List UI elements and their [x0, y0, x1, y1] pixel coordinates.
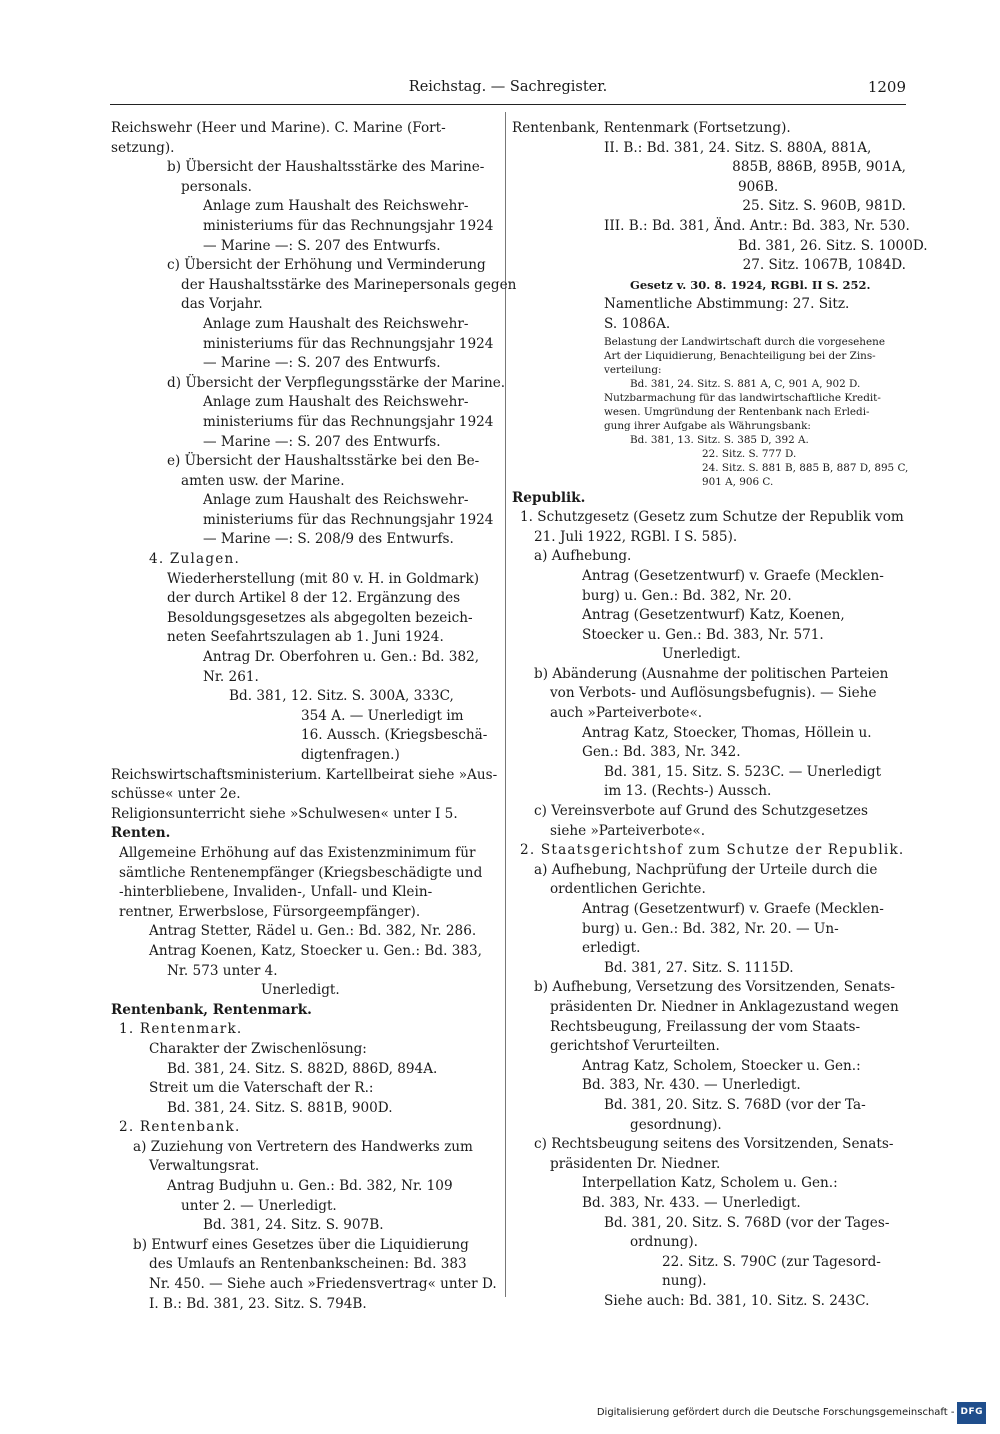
- text-line: Bd. 381, 20. Sitz. S. 768D (vor der Tages-: [604, 1214, 890, 1231]
- text-line: Antrag Stetter, Rädel u. Gen.: Bd. 382, Nr. 286.: [149, 923, 477, 940]
- text-line: a) Zuziehung von Vertretern des Handwerks zum: [133, 1138, 473, 1155]
- dfg-logo: DFG: [957, 1402, 986, 1424]
- text-line: Nr. 450. — Siehe auch »Friedensvertrag« unter D.: [149, 1276, 497, 1293]
- text-line: Bd. 381, 12. Sitz. S. 300A, 333C,: [229, 688, 454, 705]
- text-line: a) Aufhebung, Nachprüfung der Urteile durch die: [534, 861, 878, 878]
- text-line: — Marine —: S. 207 des Entwurfs.: [203, 237, 441, 254]
- text-line: ordnung).: [630, 1234, 698, 1251]
- text-line: das Vorjahr.: [181, 296, 263, 313]
- text-line: Antrag (Gesetzentwurf) Katz, Koenen,: [582, 607, 845, 624]
- text-line: Antrag Koenen, Katz, Stoecker u. Gen.: Bd. 383,: [149, 942, 483, 959]
- text-line: 1. Rentenmark.: [119, 1021, 243, 1038]
- text-line: III. B.: Bd. 381, Änd. Antr.: Bd. 383, Nr. 530.: [604, 217, 910, 234]
- right-column: [512, 119, 928, 1311]
- text-line: setzung).: [111, 139, 175, 156]
- text-line: der durch Artikel 8 der 12. Ergänzung des: [167, 590, 461, 607]
- text-line: d) Übersicht der Verpflegungsstärke der Marine.: [167, 374, 506, 391]
- text-line: Antrag (Gesetzentwurf) v. Graefe (Mecklen-: [582, 567, 884, 584]
- text-line: Art der Liquidierung, Benachteiligung bei der Zins-: [604, 349, 876, 362]
- text-line: nung).: [662, 1273, 707, 1290]
- text-line: präsidenten Dr. Niedner.: [550, 1155, 721, 1172]
- text-line: Nutzbarmachung für das landwirtschaftliche Kredit-: [604, 391, 881, 404]
- text-line: c) Übersicht der Erhöhung und Verminderung: [167, 257, 486, 274]
- text-line: Verwaltungsrat.: [149, 1158, 260, 1175]
- text-line: Anlage zum Haushalt des Reichswehr-: [203, 394, 469, 411]
- text-line: Rechtsbeugung, Freilassung der vom Staats-: [550, 1018, 861, 1035]
- text-line: Besoldungsgesetzes als abgegolten bezeich-: [167, 609, 473, 626]
- text-line: Religionsunterricht siehe »Schulwesen« unter I 5.: [111, 805, 458, 822]
- text-line: Rentenbank, Rentenmark.: [111, 1001, 312, 1018]
- text-line: II. B.: Bd. 381, 24. Sitz. S. 880A, 881A,: [604, 139, 872, 156]
- text-line: des Umlaufs an Rentenbankscheinen: Bd. 383: [149, 1256, 467, 1273]
- text-line: Bd. 381, 20. Sitz. S. 768D (vor der Ta-: [604, 1096, 866, 1113]
- text-line: b) Entwurf eines Gesetzes über die Liquidierung: [133, 1236, 469, 1253]
- page-header: [110, 78, 906, 100]
- text-line: Bd. 381, 15. Sitz. S. 523C. — Unerledigt: [604, 763, 882, 780]
- text-line: wesen. Umgründung der Rentenbank nach Erledi-: [604, 405, 870, 418]
- text-line: — Marine —: S. 207 des Entwurfs.: [203, 433, 441, 450]
- text-line: Anlage zum Haushalt des Reichswehr-: [203, 315, 469, 332]
- text-line: ministeriums für das Rechnungsjahr 1924: [203, 413, 494, 430]
- text-line: a) Aufhebung.: [534, 548, 632, 565]
- text-line: sämtliche Rentenempfänger (Kriegsbeschädigte und: [119, 864, 483, 881]
- text-line: Republik.: [512, 489, 586, 506]
- text-line: gerichtshof Verurteilten.: [550, 1038, 720, 1055]
- text-line: Anlage zum Haushalt des Reichswehr-: [203, 198, 469, 215]
- page-number: 1209: [867, 78, 906, 96]
- text-line: 901 A, 906 C.: [702, 475, 774, 488]
- text-line: Wiederherstellung (mit 80 v. H. in Goldmark): [167, 570, 480, 587]
- text-line: Bd. 381, 27. Sitz. S. 1115D.: [604, 959, 794, 976]
- text-line: burg) u. Gen.: Bd. 382, Nr. 20.: [582, 587, 792, 604]
- text-line: 1. Schutzgesetz (Gesetz zum Schutze der Republik vom: [520, 509, 904, 526]
- text-line: — Marine —: S. 208/9 des Entwurfs.: [203, 531, 454, 548]
- text-line: gung ihrer Aufgabe als Währungsbank:: [604, 419, 811, 432]
- text-line: Bd. 383, Nr. 433. — Unerledigt.: [582, 1194, 801, 1211]
- text-line: Anlage zum Haushalt des Reichswehr-: [203, 492, 469, 509]
- text-line: Antrag Katz, Stoecker, Thomas, Höllein u.: [582, 724, 872, 741]
- text-line: Interpellation Katz, Scholem u. Gen.:: [582, 1175, 838, 1192]
- text-line: amten usw. der Marine.: [181, 472, 345, 489]
- text-line: Gen.: Bd. 383, Nr. 342.: [582, 744, 741, 761]
- text-line: digtenfragen.): [301, 747, 400, 763]
- text-line: 16. Aussch. (Kriegsbeschä-: [301, 727, 488, 744]
- text-line: 22. Sitz. S. 777 D.: [702, 447, 797, 460]
- text-line: -hinterbliebene, Invaliden-, Unfall- und Klein-: [119, 884, 433, 901]
- text-line: Renten.: [111, 825, 171, 842]
- text-line: 21. Juli 1922, RGBl. I S. 585).: [534, 528, 738, 545]
- text-line: Bd. 381, 24. Sitz. S. 881B, 900D.: [167, 1099, 393, 1116]
- text-line: Nr. 573 unter 4.: [167, 962, 278, 979]
- text-line: b) Übersicht der Haushaltsstärke des Marine-: [167, 159, 485, 176]
- text-line: 22. Sitz. S. 790C (zur Tagesord-: [662, 1253, 881, 1270]
- text-line: Gesetz v. 30. 8. 1924, RGBl. II S. 252.: [630, 277, 871, 292]
- header-rule: [110, 104, 906, 105]
- left-column: [111, 119, 517, 1314]
- text-line: ministeriums für das Rechnungsjahr 1924: [203, 217, 494, 234]
- text-line: Belastung der Landwirtschaft durch die vorgesehene: [604, 335, 885, 348]
- text-line: im 13. (Rechts-) Aussch.: [604, 783, 772, 800]
- text-line: ministeriums für das Rechnungsjahr 1924: [203, 511, 494, 528]
- text-line: 27. Sitz. 1067B, 1084D.: [742, 257, 906, 274]
- text-line: schüsse« unter 2e.: [111, 786, 241, 803]
- footer-text: Digitalisierung gefördert durch die Deutsche Forschungsgemeinschaft -: [596, 1407, 955, 1419]
- text-line: Antrag Budjuhn u. Gen.: Bd. 382, Nr. 109: [167, 1178, 453, 1195]
- text-line: der Haushaltsstärke des Marinepersonals gegen: [181, 276, 517, 293]
- text-line: Reichswehr (Heer und Marine). C. Marine (Fort-: [111, 120, 446, 136]
- text-line: auch »Parteiverbote«.: [550, 705, 703, 722]
- text-line: 354 A. — Unerledigt im: [301, 707, 464, 724]
- text-line: Antrag Katz, Scholem, Stoecker u. Gen.:: [582, 1057, 861, 1074]
- text-line: 25. Sitz. S. 960B, 981D.: [742, 198, 906, 215]
- text-line: e) Übersicht der Haushaltsstärke bei den Be-: [167, 453, 480, 470]
- text-line: 906B.: [738, 178, 779, 195]
- text-line: rentner, Erwerbslose, Fürsorgeempfänger).: [119, 903, 421, 920]
- text-line: neten Seefahrtszulagen ab 1. Juni 1924.: [167, 629, 444, 646]
- text-line: siehe »Parteiverbote«.: [550, 822, 706, 839]
- text-line: Reichswirtschaftsministerium. Kartellbeirat siehe »Aus-: [111, 766, 498, 783]
- text-line: Charakter der Zwischenlösung:: [149, 1040, 367, 1057]
- text-line: c) Vereinsverbote auf Grund des Schutzgesetzes: [534, 803, 869, 820]
- text-line: personals.: [181, 178, 252, 195]
- text-line: Antrag Dr. Oberfohren u. Gen.: Bd. 382,: [203, 649, 480, 666]
- text-line: Streit um die Vaterschaft der R.:: [149, 1080, 374, 1097]
- text-line: unter 2. — Unerledigt.: [181, 1197, 337, 1214]
- text-line: gesordnung).: [630, 1116, 722, 1133]
- text-line: Bd. 381, 24. Sitz. S. 907B.: [203, 1217, 384, 1234]
- text-line: burg) u. Gen.: Bd. 382, Nr. 20. — Un-: [582, 920, 839, 937]
- text-line: I. B.: Bd. 381, 23. Sitz. S. 794B.: [149, 1295, 367, 1312]
- text-line: Siehe auch: Bd. 381, 10. Sitz. S. 243C.: [604, 1292, 870, 1309]
- footer-credit: [597, 1402, 986, 1424]
- text-line: Antrag (Gesetzentwurf) v. Graefe (Mecklen-: [582, 901, 884, 917]
- text-line: 4. Zulagen.: [149, 551, 240, 568]
- text-line: Allgemeine Erhöhung auf das Existenzminimum für: [119, 844, 476, 861]
- text-line: ministeriums für das Rechnungsjahr 1924: [203, 335, 494, 352]
- text-line: von Verbots- und Auflösungsbefugnis). — Siehe: [550, 685, 877, 702]
- text-line: Bd. 381, 24. Sitz. S. 881 A, C, 901 A, 902 D.: [630, 377, 861, 390]
- text-line: Unerledigt.: [662, 646, 741, 663]
- text-line: b) Aufhebung, Versetzung des Vorsitzenden, Senats-: [534, 979, 896, 996]
- text-line: — Marine —: S. 207 des Entwurfs.: [203, 355, 441, 372]
- text-line: Bd. 383, Nr. 430. — Unerledigt.: [582, 1077, 801, 1094]
- text-line: Rentenbank, Rentenmark (Fortsetzung).: [512, 120, 791, 136]
- text-line: b) Abänderung (Ausnahme der politischen Parteien: [534, 665, 889, 682]
- text-line: Namentliche Abstimmung: 27. Sitz.: [604, 296, 850, 313]
- text-line: erledigt.: [582, 940, 641, 957]
- text-line: S. 1086A.: [604, 315, 671, 332]
- text-line: ordentlichen Gerichte.: [550, 881, 706, 898]
- text-line: Bd. 381, 26. Sitz. S. 1000D.: [738, 237, 928, 254]
- text-line: 24. Sitz. S. 881 B, 885 B, 887 D, 895 C,: [702, 461, 909, 474]
- text-line: Nr. 261.: [203, 668, 259, 685]
- running-head: Reichstag. — Sachregister.: [408, 79, 608, 95]
- text-line: 2. Rentenbank.: [119, 1119, 241, 1136]
- text-line: c) Rechtsbeugung seitens des Vorsitzenden, Senats-: [534, 1136, 894, 1153]
- text-line: präsidenten Dr. Niedner in Anklagezustand wegen: [550, 998, 899, 1015]
- text-line: 885B, 886B, 895B, 901A,: [732, 159, 906, 176]
- text-line: Bd. 381, 24. Sitz. S. 882D, 886D, 894A.: [167, 1060, 438, 1077]
- text-line: 2. Staatsgerichtshof zum Schutze der Republik.: [520, 842, 905, 859]
- text-line: Unerledigt.: [261, 982, 340, 999]
- text-line: Bd. 381, 13. Sitz. S. 385 D, 392 A.: [630, 433, 809, 446]
- text-line: Stoecker u. Gen.: Bd. 383, Nr. 571.: [582, 626, 824, 643]
- text-line: verteilung:: [604, 363, 662, 376]
